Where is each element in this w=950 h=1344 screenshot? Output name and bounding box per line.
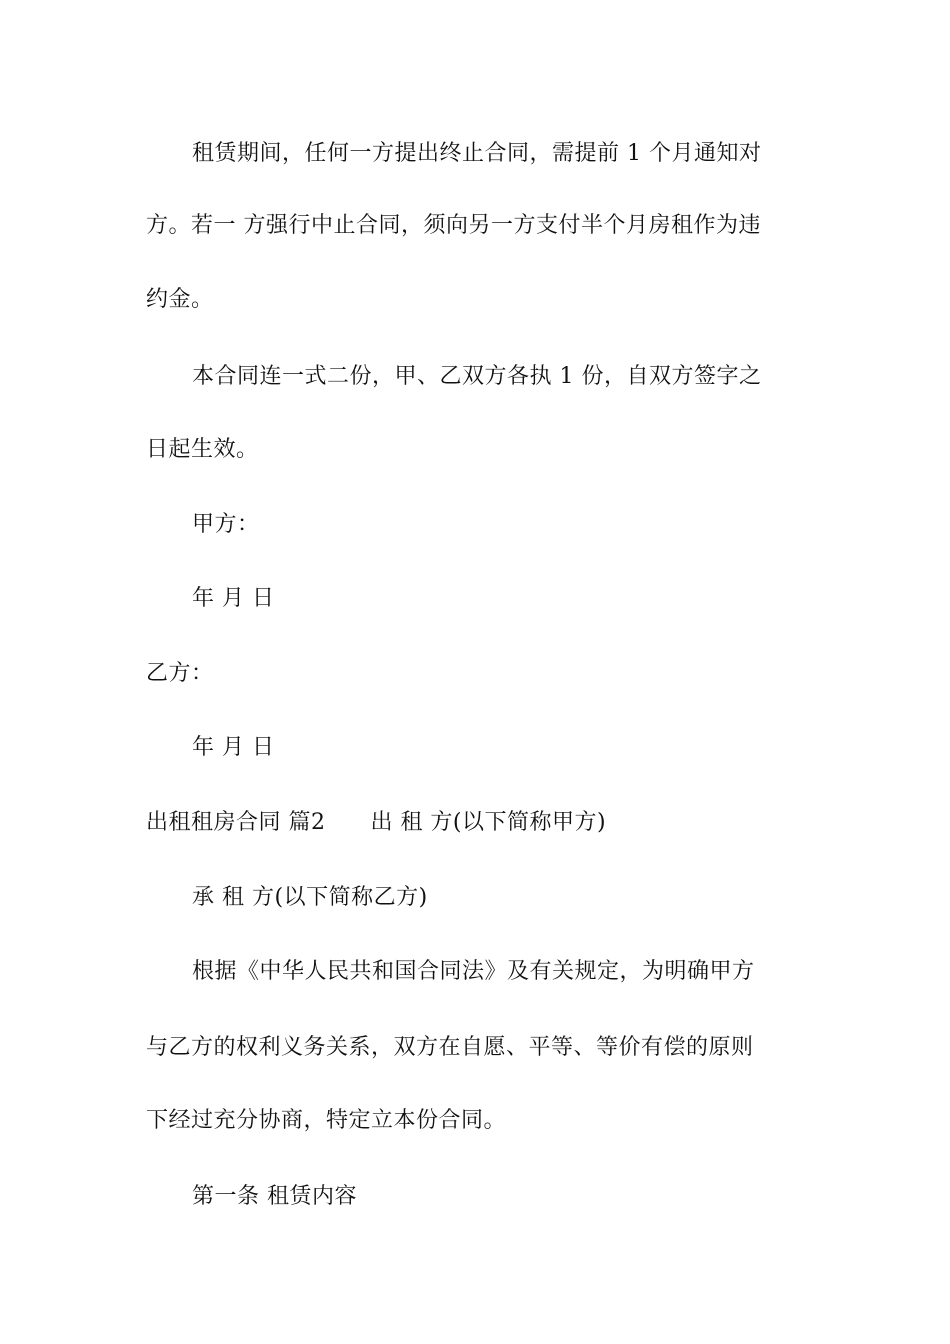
paragraph-line: 与乙方的权利义务关系，双方在自愿、平等、等价有偿的原则 <box>146 1035 754 1060</box>
paragraph-line: 本合同连一式二份，甲、乙双方各执 1 份，自双方签字之 <box>192 364 762 389</box>
paragraph-line: 方。若一 方强行中止合同，须向另一方支付半个月房租作为违 <box>146 213 761 238</box>
paragraph-line: 根据《中华人民共和国合同法》及有关规定，为明确甲方 <box>192 959 755 984</box>
section-heading: 出租租房合同 篇2 出 租 方(以下简称甲方) <box>146 810 607 835</box>
party-b-label: 乙方： <box>146 661 214 686</box>
paragraph-line: 约金。 <box>146 287 214 312</box>
paragraph-line: 日起生效。 <box>146 437 259 462</box>
party-a-label: 甲方： <box>192 512 260 537</box>
paragraph-line: 承 租 方(以下简称乙方) <box>192 885 428 910</box>
date-line: 年 月 日 <box>192 586 275 611</box>
paragraph-line: 租赁期间，任何一方提出终止合同，需提前 1 个月通知对 <box>192 141 762 166</box>
date-line: 年 月 日 <box>192 735 275 760</box>
paragraph-line: 下经过充分协商，特定立本份合同。 <box>146 1108 507 1133</box>
article-heading: 第一条 租赁内容 <box>192 1184 357 1209</box>
